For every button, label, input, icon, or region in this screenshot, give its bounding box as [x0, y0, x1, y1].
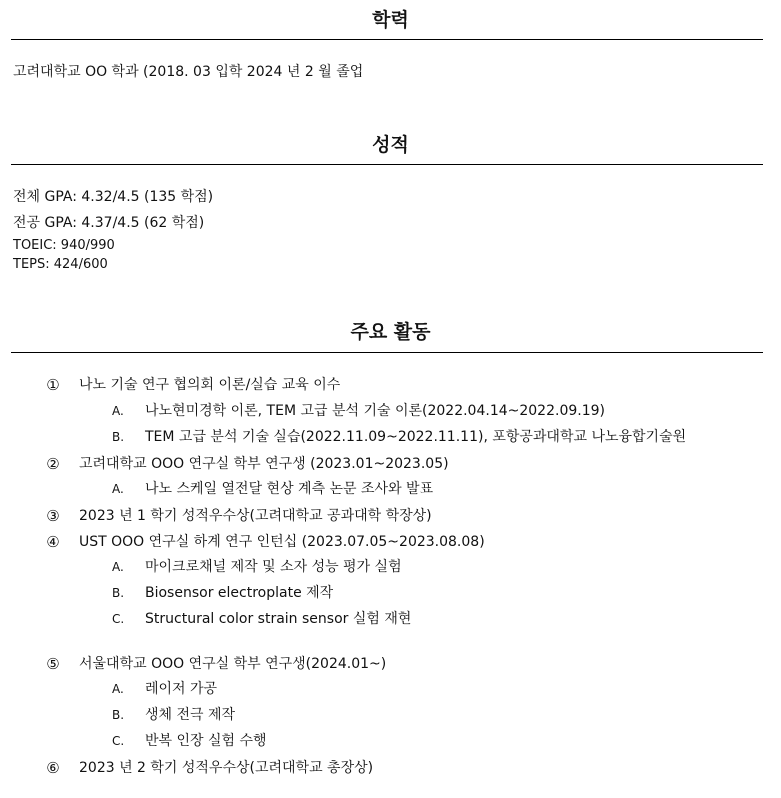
sub-list-item-text: 레이저 가공 — [145, 681, 218, 697]
sub-list-marker: C. — [112, 734, 125, 748]
list-marker: ② — [46, 455, 60, 473]
list-marker: ⑤ — [46, 655, 60, 673]
sub-list-item-text: 생체 전극 제작 — [145, 707, 236, 723]
education-divider — [11, 39, 763, 40]
list-marker: ④ — [46, 533, 60, 551]
sub-list-marker: C. — [112, 612, 125, 626]
activities-heading: 주요 활동 — [350, 321, 431, 343]
list-marker: ③ — [46, 507, 60, 525]
education-heading: 학력 — [372, 9, 409, 31]
sub-list-item-text: 마이크로채널 제작 및 소자 성능 평가 실험 — [145, 559, 402, 575]
education-entry: 고려대학교 OO 학과 (2018. 03 입학 2024 년 2 월 졸업 — [13, 64, 364, 80]
sub-list-marker: A. — [112, 482, 124, 496]
overall-gpa: 전체 GPA: 4.32/4.5 (135 학점) — [13, 189, 214, 205]
list-item-text: UST OOO 연구실 하계 연구 인턴십 (2023.07.05~2023.08.08) — [79, 534, 485, 550]
list-item-text: 2023 년 1 학기 성적우수상(고려대학교 공과대학 학장상) — [79, 508, 432, 524]
list-marker: ① — [46, 376, 60, 394]
sub-list-item-text: 나노 스케일 열전달 현상 계측 논문 조사와 발표 — [145, 481, 434, 497]
sub-list-marker: B. — [112, 430, 125, 444]
teps-score: TEPS: 424/600 — [13, 257, 108, 272]
list-item-text: 서울대학교 OOO 연구실 학부 연구생(2024.01~) — [79, 656, 387, 672]
list-item-text: 2023 년 2 학기 성적우수상(고려대학교 총장상) — [79, 760, 374, 776]
sub-list-marker: B. — [112, 586, 125, 600]
list-item-text: 나노 기술 연구 협의회 이론/실습 교육 이수 — [79, 377, 341, 393]
list-item-text: 고려대학교 OOO 연구실 학부 연구생 (2023.01~2023.05) — [79, 456, 449, 472]
major-gpa: 전공 GPA: 4.37/4.5 (62 학점) — [13, 215, 205, 231]
toeic-score: TOEIC: 940/990 — [13, 238, 115, 253]
activities-divider — [11, 352, 763, 353]
sub-list-item-text: Structural color strain sensor 실험 재현 — [145, 611, 412, 627]
sub-list-marker: A. — [112, 404, 124, 418]
sub-list-item-text: Biosensor electroplate 제작 — [145, 585, 334, 601]
grades-heading: 성적 — [372, 134, 409, 156]
sub-list-marker: A. — [112, 682, 124, 696]
grades-divider — [11, 164, 763, 165]
sub-list-marker: A. — [112, 560, 124, 574]
sub-list-marker: B. — [112, 708, 125, 722]
sub-list-item-text: 반복 인장 실험 수행 — [145, 733, 267, 749]
sub-list-item-text: TEM 고급 분석 기술 실습(2022.11.09~2022.11.11), 포항공과대학교 나노융합기술원 — [145, 429, 687, 445]
list-marker: ⑥ — [46, 759, 60, 777]
sub-list-item-text: 나노현미경학 이론, TEM 고급 분석 기술 이론(2022.04.14~2022.09.19) — [145, 403, 605, 419]
